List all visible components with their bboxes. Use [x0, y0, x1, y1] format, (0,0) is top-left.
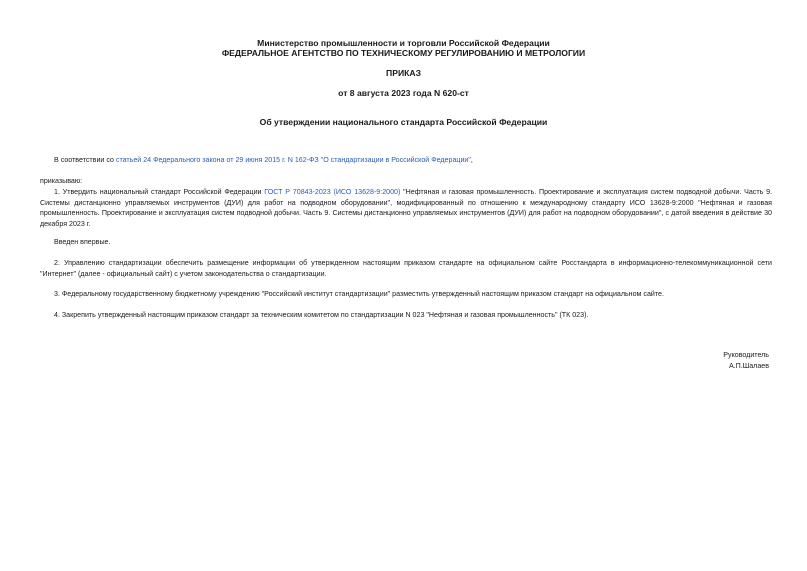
legal-basis-suffix: ,	[470, 156, 473, 164]
signatory-name: А.П.Шалаев	[728, 362, 769, 370]
federal-law-link[interactable]: статьей 24 Федерального закона от 29 июня 2015 г. N 162-ФЗ "О стандартизации в Российской Федерации"	[115, 156, 471, 164]
legal-basis-paragraph	[40, 155, 772, 166]
document-subject: Об утверждении национального стандарта Российской Федерации	[259, 117, 548, 127]
item-1-prefix: 1. Утвердить национальный стандарт Российской Федерации	[54, 188, 265, 196]
item-2-paragraph: 2. Управлению стандартизации обеспечить размещение информации об утвержденном настоящим приказом стандарте на официальном сайте Росстандарта в информационно-телекоммуникационной сети "Интернет" (далее - официальный сайт) с учетом законодательства о стандартизации.	[40, 259, 772, 278]
order-word: приказываю:	[40, 177, 83, 185]
item-4-paragraph: 4. Закрепить утвержденный настоящим приказом стандарт за техническим комитетом по стандартизации N 023 "Нефтяная и газовая промышленность" (ТК 023).	[54, 311, 589, 319]
agency-title: ФЕДЕРАЛЬНОЕ АГЕНТСТВО ПО ТЕХНИЧЕСКОМУ РЕГУЛИРОВАНИЮ И МЕТРОЛОГИИ	[221, 48, 586, 58]
document-date-number: от 8 августа 2023 года N 620-ст	[338, 88, 469, 98]
introduced-note: Введен впервые.	[54, 238, 111, 246]
legal-basis-prefix: В соответствии со	[54, 156, 116, 164]
ministry-title: Министерство промышленности и торговли Российской Федерации	[257, 38, 550, 48]
item-1-paragraph	[40, 187, 772, 229]
signatory-title: Руководитель	[723, 351, 769, 359]
item-3-paragraph: 3. Федеральному государственному бюджетному учреждению "Российский институт стандартизации" разместить утвержденный настоящим приказом стандарт на официальном сайте.	[54, 290, 664, 298]
standard-link[interactable]: ГОСТ Р 70843-2023 (ИСО 13628-9:2000)	[264, 188, 401, 196]
item-1-suffix: "Нефтяная и газовая промышленность. Проектирование и эксплуатация систем подводной добычи. Часть 9. Системы дистанционно управляемых инструментов (ДУИ) для работ на подводном оборудовании", модифицированный по отношению к международному стандарту ИСО 13628-9:2000 "Нефтяная и газовая промышленность. Проектирование и эксплуатация систем подводной добычи. Часть 9. Системы дистанционно управляемых инструментов (ДУИ) для работ на подводном оборудовании", с датой введения в действие 30 декабря 2023 г.	[40, 188, 772, 228]
document-type: ПРИКАЗ	[386, 68, 421, 78]
